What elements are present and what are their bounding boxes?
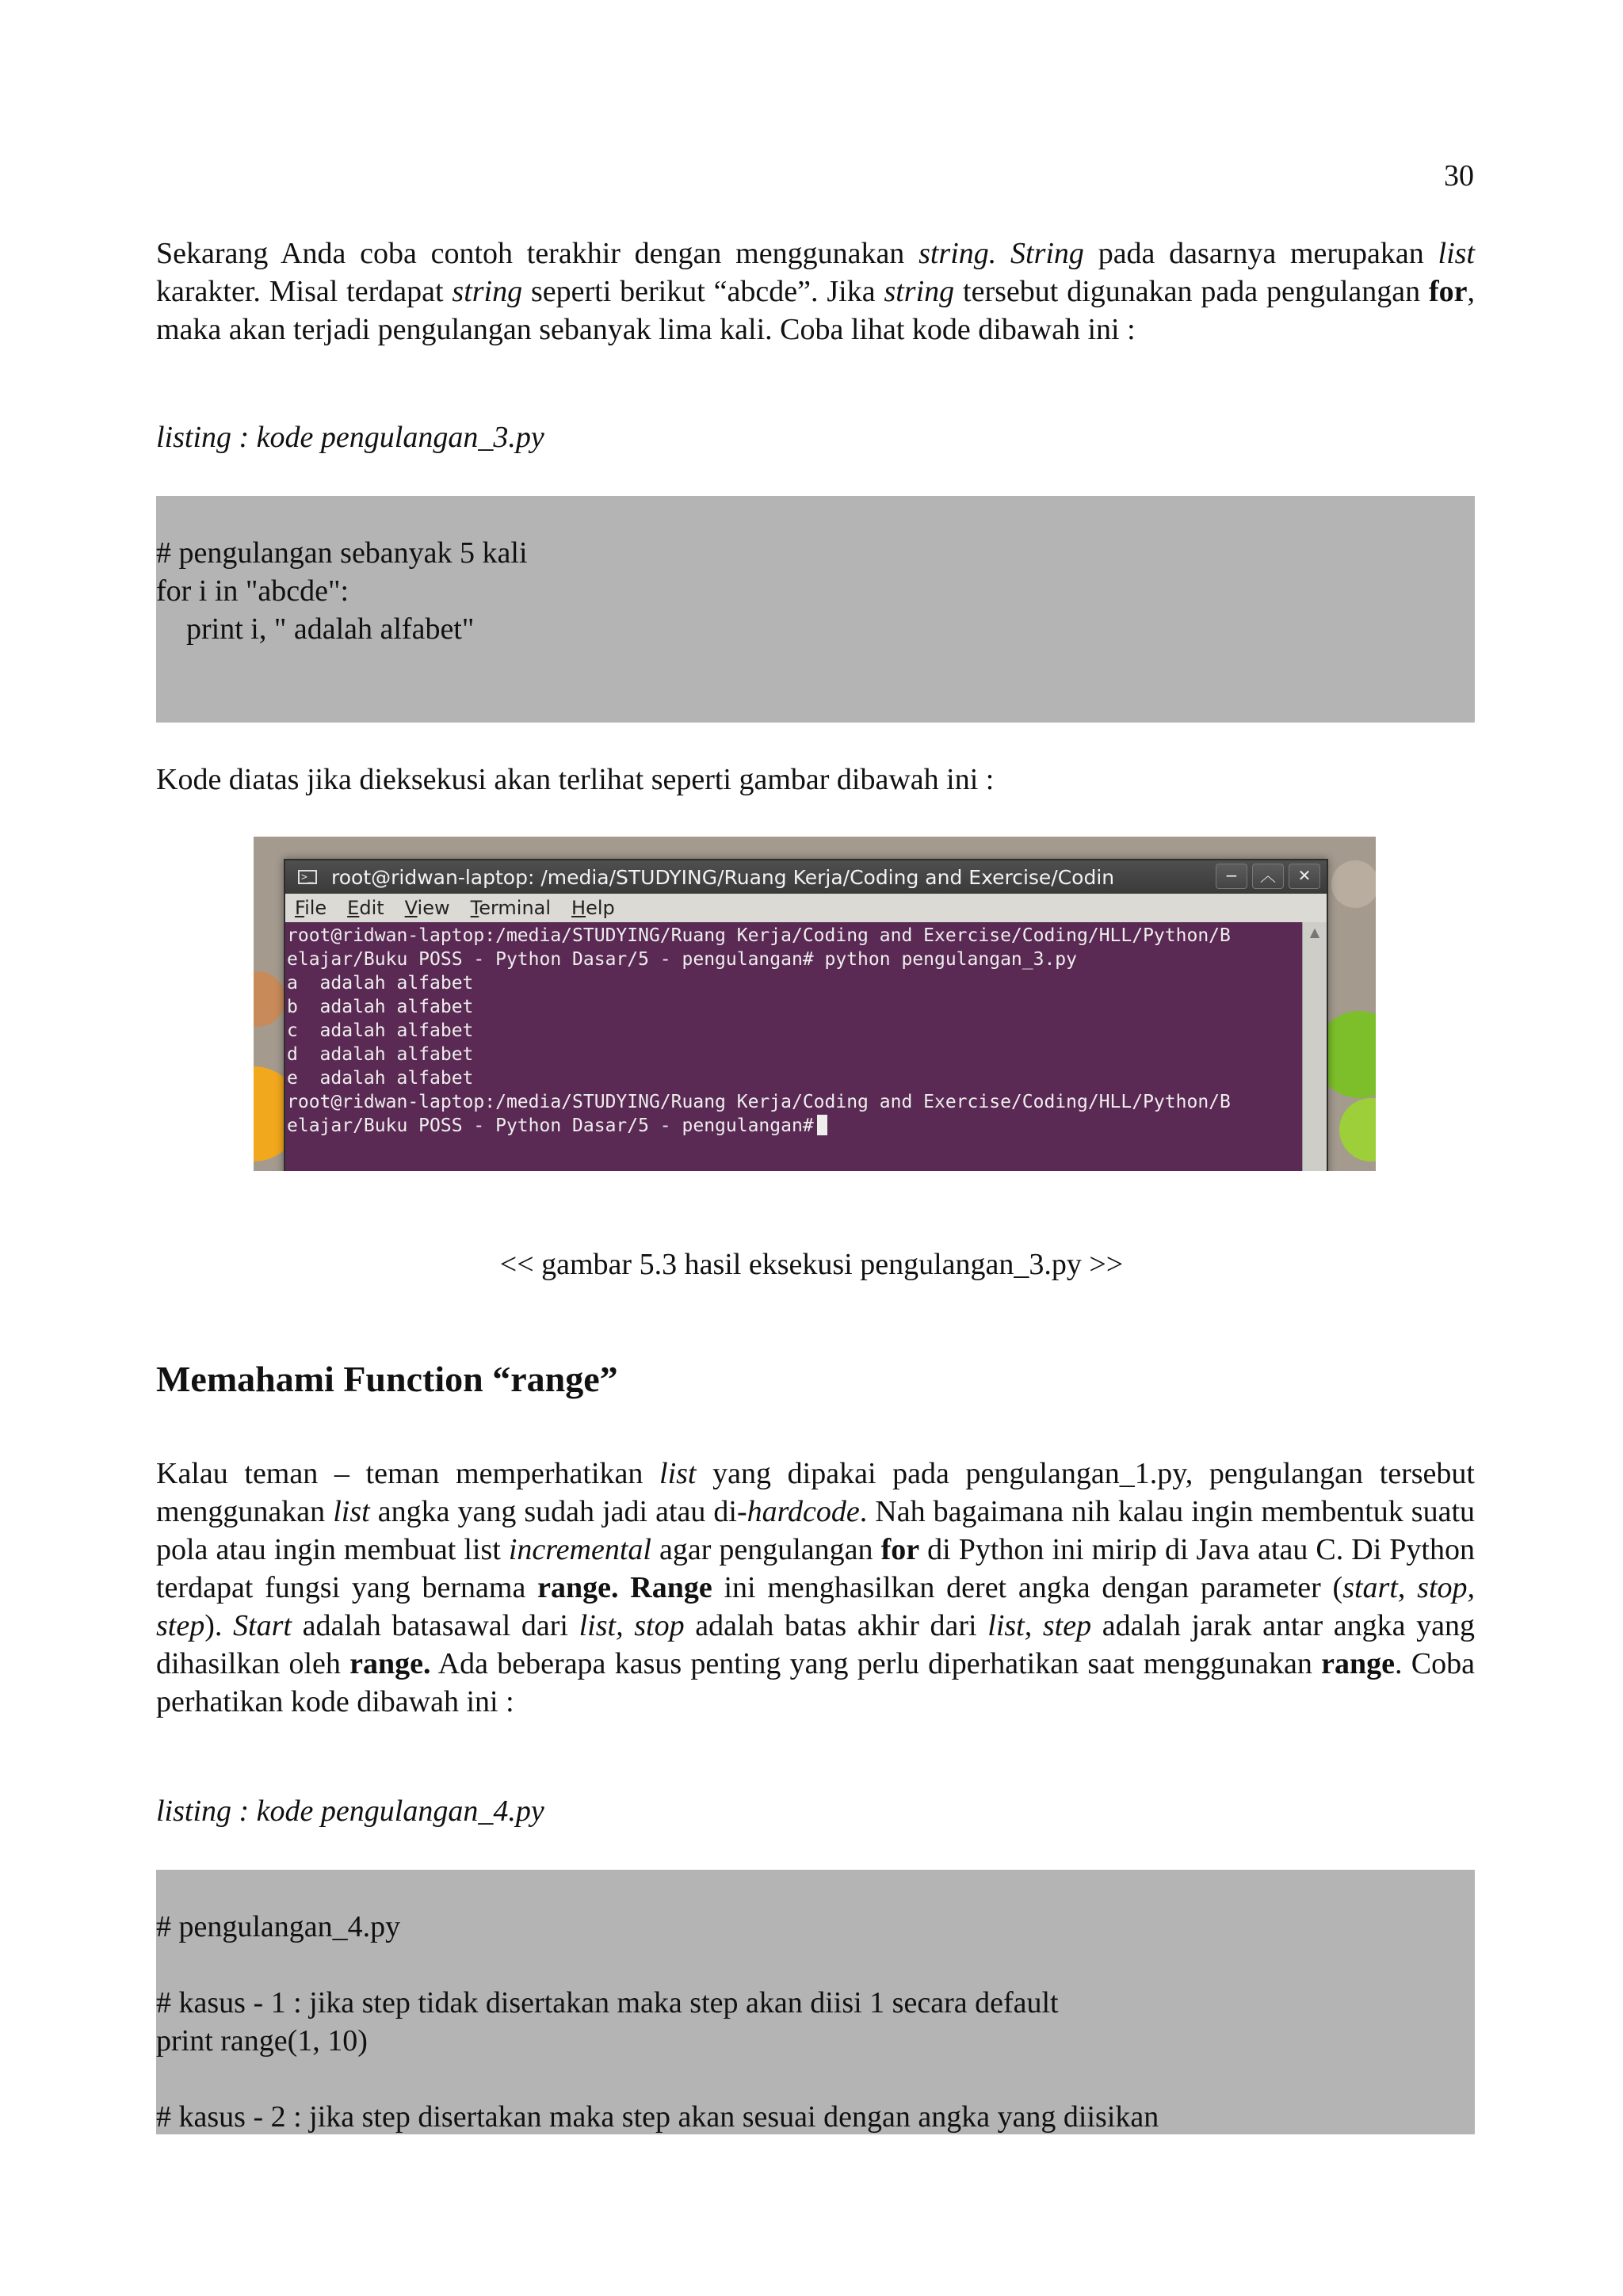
text-run: Ada beberapa kasus penting yang perlu diperhatikan saat menggunakan bbox=[430, 1647, 1322, 1680]
code-block-1 bbox=[156, 496, 1475, 723]
text-run: for bbox=[880, 1533, 920, 1566]
terminal-line: a adalah alfabet bbox=[287, 973, 474, 994]
terminal-titlebar[interactable] bbox=[285, 860, 1327, 894]
text-run: list, bbox=[579, 1609, 624, 1642]
terminal-prompt: elajar/Buku POSS - Python Dasar/5 - pengulangan# bbox=[287, 1116, 814, 1136]
text-run bbox=[996, 237, 1010, 270]
code-line bbox=[156, 2060, 1475, 2098]
menu-file[interactable]: File bbox=[295, 897, 327, 919]
menu-view[interactable]: View bbox=[404, 897, 450, 919]
terminal-icon: >_ bbox=[298, 870, 317, 884]
menu-help[interactable]: Help bbox=[571, 897, 615, 919]
menu-edit[interactable]: Edit bbox=[347, 897, 384, 919]
terminal-line: d adalah alfabet bbox=[287, 1044, 474, 1065]
text-run: adalah jarak antar angka yang dihasilkan oleh bbox=[156, 1609, 1476, 1680]
text-run: for bbox=[1428, 275, 1468, 308]
text-run: list bbox=[659, 1457, 697, 1490]
text-run: Sekarang Anda coba contoh terakhir dengan menggunakan bbox=[156, 237, 919, 270]
text-run: list bbox=[1438, 237, 1475, 270]
text-run: ). bbox=[204, 1609, 234, 1642]
menu-terminal[interactable]: Terminal bbox=[470, 897, 552, 919]
terminal-scrollbar[interactable] bbox=[1302, 922, 1327, 1171]
terminal-title: root@ridwan-laptop: /media/STUDYING/Ruang Kerja/Coding and Exercise/Codin bbox=[331, 865, 1115, 889]
text-run: range. bbox=[349, 1647, 431, 1680]
text-run: stop bbox=[634, 1609, 685, 1642]
terminal-cursor bbox=[817, 1115, 827, 1135]
terminal-line: b adalah alfabet bbox=[287, 997, 474, 1017]
text-run: seperti berikut “abcde”. Jika bbox=[522, 275, 884, 308]
terminal-window[interactable] bbox=[284, 859, 1328, 1171]
wallpaper-blob bbox=[1339, 1098, 1376, 1161]
text-run: ini menghasilkan deret angka dengan parameter ( bbox=[712, 1571, 1343, 1604]
code-line: for i in "abcde": bbox=[156, 574, 349, 608]
terminal-screenshot bbox=[254, 837, 1376, 1171]
close-icon[interactable]: ✕ bbox=[1289, 864, 1320, 889]
text-run: angka yang sudah jadi atau di- bbox=[369, 1495, 747, 1528]
code-line: # kasus - 1 : jika step tidak disertakan maka step akan diisi 1 secara default bbox=[156, 1986, 1059, 2019]
text-run: . Nah bagaimana nih kalau ingin membentuk suatu pola atau ingin membuat list bbox=[156, 1495, 1476, 1566]
minimize-icon[interactable]: − bbox=[1216, 864, 1247, 889]
text-run: Kalau teman – teman memperhatikan bbox=[156, 1457, 660, 1490]
paragraph-intro-string bbox=[156, 235, 1475, 349]
text-run: yang dipakai pada pengulangan_1.py, pengulangan tersebut menggunakan bbox=[156, 1457, 1475, 1528]
scroll-up-icon[interactable]: ▲ bbox=[1309, 925, 1320, 940]
terminal-line: elajar/Buku POSS - Python Dasar/5 - pengulangan# python pengulangan_3.py bbox=[287, 949, 1077, 970]
terminal-output[interactable] bbox=[285, 922, 1327, 1138]
text-run bbox=[618, 1571, 630, 1604]
text-run: start bbox=[1342, 1571, 1398, 1604]
listing-caption-2: listing : kode pengulangan_4.py bbox=[156, 1794, 544, 1828]
listing-caption-1: listing : kode pengulangan_3.py bbox=[156, 421, 544, 454]
text-run: karakter. Misal terdapat bbox=[156, 275, 453, 308]
wallpaper-blob bbox=[1331, 860, 1376, 908]
code-lines bbox=[156, 1870, 1475, 2136]
figure-caption: << gambar 5.3 hasil eksekusi pengulangan_3.py >> bbox=[499, 1248, 1124, 1281]
text-run: , maka akan terjadi pengulangan sebanyak lima kali. Coba lihat kode dibawah ini : bbox=[156, 275, 1476, 346]
text-run: string bbox=[884, 275, 955, 308]
code-line: # kasus - 2 : jika step disertakan maka step akan sesuai dengan angka yang diisikan bbox=[156, 2100, 1159, 2134]
page-number: 30 bbox=[1444, 159, 1474, 193]
terminal-menubar bbox=[285, 894, 1327, 922]
text-run: incremental bbox=[508, 1533, 651, 1566]
text-run: di Python ini mirip di Java atau C. Di Python terdapat fungsi yang bernama bbox=[156, 1533, 1475, 1604]
section-heading: Memahami Function “range” bbox=[156, 1359, 618, 1399]
window-controls bbox=[1216, 864, 1320, 889]
text-run: adalah batas akhir dari bbox=[684, 1609, 988, 1642]
code-line: print i, " adalah alfabet" bbox=[156, 612, 475, 646]
code-line bbox=[156, 1946, 1475, 1984]
paragraph-range-explanation bbox=[156, 1455, 1475, 1721]
code-line: print range(1, 10) bbox=[156, 2024, 368, 2058]
text-run: Start bbox=[233, 1609, 292, 1642]
text-run: , bbox=[1397, 1571, 1418, 1604]
text-run: String bbox=[1010, 237, 1084, 270]
code-line: # pengulangan_4.py bbox=[156, 1910, 401, 1943]
maximize-icon[interactable]: ︿ bbox=[1252, 864, 1284, 889]
paragraph-execution-note: Kode diatas jika dieksekusi akan terlihat seperti gambar dibawah ini : bbox=[156, 763, 995, 796]
text-run: stop, step bbox=[156, 1571, 1476, 1642]
text-run: hardcode bbox=[747, 1495, 860, 1528]
terminal-line: root@ridwan-laptop:/media/STUDYING/Ruang Kerja/Coding and Exercise/Coding/HLL/Python/B bbox=[287, 1092, 1231, 1112]
text-run: string bbox=[452, 275, 523, 308]
text-run: range bbox=[1321, 1647, 1396, 1680]
terminal-line: root@ridwan-laptop:/media/STUDYING/Ruang Kerja/Coding and Exercise/Coding/HLL/Python/B bbox=[287, 925, 1231, 946]
text-run: tersebut digunakan pada pengulangan bbox=[954, 275, 1429, 308]
text-run: list bbox=[333, 1495, 370, 1528]
text-run: string. bbox=[918, 237, 997, 270]
code-lines bbox=[156, 496, 1475, 648]
text-run: list, step bbox=[987, 1609, 1092, 1642]
wallpaper-blob bbox=[254, 971, 285, 1027]
terminal-line: e adalah alfabet bbox=[287, 1068, 474, 1089]
text-run: pada dasarnya merupakan bbox=[1083, 237, 1438, 270]
text-run: . Coba perhatikan kode dibawah ini : bbox=[156, 1647, 1476, 1718]
text-run: agar pengulangan bbox=[651, 1533, 881, 1566]
terminal-line: c adalah alfabet bbox=[287, 1020, 474, 1041]
text-run: adalah batasawal dari bbox=[291, 1609, 579, 1642]
text-run bbox=[624, 1609, 635, 1642]
text-run: Range bbox=[630, 1571, 712, 1604]
terminal-prompt-line bbox=[287, 1114, 1327, 1138]
text-run: range. bbox=[537, 1571, 619, 1604]
code-line: # pengulangan sebanyak 5 kali bbox=[156, 536, 528, 570]
code-block-2 bbox=[156, 1870, 1475, 2134]
